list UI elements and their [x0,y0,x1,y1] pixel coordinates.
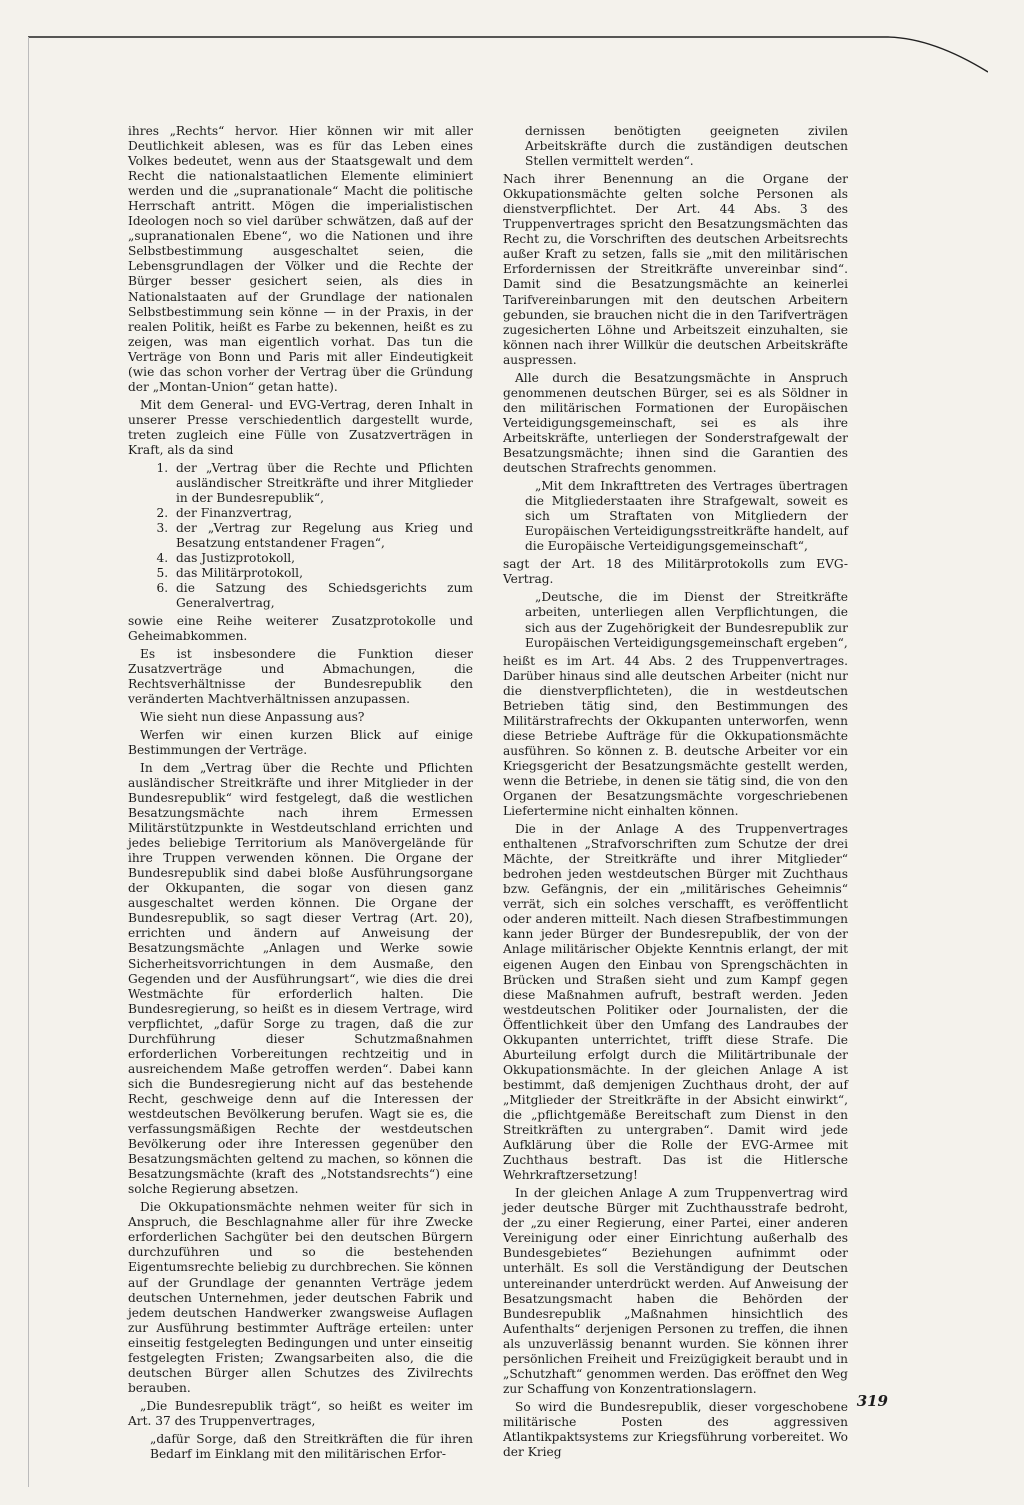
paragraph: In dem „Vertrag über die Rechte und Pflichten ausländischer Streitkräfte und ihrer Mitglieder in der Bundesrepublik“ wird festgelegt, daß die westlichen Besatzungsmächte nach ihrem Ermessen Militärstützpunkte in Westdeutschland errichten und jedes beliebige Territorium als Manövergelände für ihre Truppen verwenden können. Die Organe der Bundesrepublik sind dabei bloße Ausführungsorgane der Okkupanten, die sogar von diesen ganz ausgeschaltet werden können. Die Organe der Bundesrepublik, so sagt dieser Vertrag (Art. 20), errichten und ändern auf Anweisung der Besatzungsmächte „Anlagen und Werke sowie Sicherheitsvorrichtungen in dem Ausmaße, den Gegenden und der Ausführungsart“, wie dies die drei Westmächte für erforderlich halten. Die Bundesregierung, so heißt es in diesem Vertrage, wird verpflichtet, „dafür Sorge zu tragen, daß die zur Durchführung dieser Schutzmaßnahmen erforderlichen Vorbereitungen rechtzeitig und in ausreichendem Maße getroffen werden“. Dabei kann sich die Bundesregierung nicht auf das bestehende Recht, geschweige denn auf die Interessen der westdeutschen Bevölkerung berufen. Wagt sie es, die verfassungsmäßigen Rechte der westdeutschen Bevölkerung oder ihre Interessen gegenüber den Besatzungsmächten geltend zu machen, so können die Besatzungsmächte (kraft des „Notstandsrechts“) eine solche Regierung absetzen. [128,760,473,1197]
paragraph: Alle durch die Besatzungsmächte in Anspruch genommenen deutschen Bürger, sei es als Söldner in den militärischen Formationen der Europäischen Verteidigungsgemeinschaft, sei es als ihre Arbeitskräfte, unterliegen der Sonderstrafgewalt der Besatzungsmächte; ihnen sind die Garantien des deutschen Strafrechts genommen. [503,370,848,476]
paragraph: ihres „Rechts“ hervor. Hier können wir mit aller Deutlichkeit ablesen, was es für das Leben eines Volkes bedeutet, wenn aus der Staatsgewalt und dem Recht die nationalstaatlichen Elemente eliminiert werden und die „supranationale“ Macht die politische Herrschaft antritt. Mögen die imperialistischen Ideologen noch so viel darüber schwätzen, daß auf der „supranationalen Ebene“, wo die Nationen und ihre Selbstbestimmung ausgeschaltet seien, die Lebensgrundlagen der Völker und die Rechte der Bürger besser gesichert seien, als dies in Nationalstaaten auf der Grundlage der nationalen Selbstbestimmung sein könne — in der Praxis, in der realen Politik, heißt es Farbe zu bekennen, heißt es zu zeigen, was man eigentlich vorhat. Das tun die Verträge von Bonn und Paris mit aller Eindeutigkeit (wie das schon vorher der Vertrag über die Gründung der „Montan-Union“ getan hatte). [128,124,473,394]
page-left-edge [28,37,29,1487]
quote: „Mit dem Inkrafttreten des Vertrages übertragen die Mitgliederstaaten ihre Strafgewalt, soweit es sich um Straftaten von Mitgliedern der Europäischen Verteidigungsstreitkräfte handelt, auf die Europäische Verteidigungsgemeinschaft“, [525,479,848,554]
list-item: 3. der „Vertrag zur Regelung aus Krieg und Besatzung entstandener Fragen“, [172,521,473,551]
list-item: 5. das Militärprotokoll, [172,566,473,581]
paragraph: Die in der Anlage A des Truppenvertrages enthaltenen „Strafvorschriften zum Schutze der drei Mächte, der Streitkräfte und ihrer Mitglieder“ bedrohen jeden westdeutschen Bürger mit Zuchthaus bzw. Gefängnis, der ein „militärisches Geheimnis“ verrät, sich ein solches verschafft, es veröffentlicht oder anderen mitteilt. Nach diesen Strafbestimmungen kann jeder Bürger der Bundesrepublik, der von der Anlage militärischer Objekte Kenntnis erlangt, der mit eigenen Augen den Einbau von Sprengschächten in Brücken und Straßen sieht und zum Kampf gegen diese Maßnahmen aufruft, bestraft werden. Jeden westdeutschen Politiker oder Journalisten, der die Öffentlichkeit über den Umfang des Landraubes der Okkupanten unterrichtet, trifft diese Strafe. Die Aburteilung erfolgt durch die Militärtribunale der Okkupationsmächte. In der gleichen Anlage A ist bestimmt, daß demjenigen Zuchthaus droht, der auf „Mitglieder der Streitkräfte in der Absicht einwirkt“, die „pflichtgemäße Bereitschaft zum Dienst in den Streitkräften zu untergraben“. Damit wird jede Aufklärung über die Rolle der EVG-Armee mit Zuchthaus bestraft. Das ist die Hitlersche Wehrkraftzersetzung! [503,822,848,1183]
paragraph: Werfen wir einen kurzen Blick auf einige Bestimmungen der Verträge. [128,727,473,757]
paragraph: So wird die Bundesrepublik, dieser vorgeschobene militärische Posten des aggressiven Atlantikpaktsystems zur Kriegsführung vorbereitet. Wo der Krieg [503,1399,848,1460]
list-item: 6. die Satzung des Schiedsgerichts zum Generalvertrag, [172,581,473,611]
paragraph: sowie eine Reihe weiterer Zusatzprotokolle und Geheimabkommen. [128,613,473,643]
page-number: 319 [856,1392,888,1410]
list-item: 2. der Finanzvertrag, [172,506,473,521]
quote-continued: dernissen benötigten geeigneten zivilen Arbeitskräfte durch die zuständigen deutschen Stellen vermittelt werden“. [525,124,848,169]
quote: „dafür Sorge, daß den Streitkräften die für ihren Bedarf im Einklang mit den militärischen Erfor- [150,1431,473,1462]
quote: „Deutsche, die im Dienst der Streitkräfte arbeiten, unterliegen allen Verpflichtungen, die sich aus der Zugehörigkeit der Bundesrepublik zur Europäischen Verteidigungsgemeinschaft ergeben“, [525,590,848,650]
list-item: 1. der „Vertrag über die Rechte und Pflichten ausländischer Streitkräfte und ihrer Mitglieder in der Bundesrepublik“, [172,461,473,506]
paragraph: Mit dem General- und EVG-Vertrag, deren Inhalt in unserer Presse verschiedentlich dargestellt wurde, treten zugleich eine Fülle von Zusatzverträgen in Kraft, als da sind [128,397,473,457]
paragraph: Die Okkupationsmächte nehmen weiter für sich in Anspruch, die Beschlagnahme aller für ihre Zwecke erforderlichen Sachgüter bei den deutschen Bürgern durchzuführen und so die bestehenden Eigentumsrechte beliebig zu durchbrechen. Sie können auf der Grundlage der genannten Verträge jedem deutschen Unternehmen, jeder deutschen Fabrik und jedem deutschen Handwerker zwangsweise Auflagen zur Ausführung bestimmter Aufträge erteilen: unter einseitig festgelegten Bedingungen und unter einseitig festgelegten Fristen; Zwangsarbeiten also, die die deutschen Bürger allen Schutzes des Zivilrechts berauben. [128,1200,473,1395]
page-top-rule [28,36,988,76]
paragraph: Wie sieht nun diese Anpassung aus? [140,709,365,724]
treaty-list [128,461,473,611]
paragraph: heißt es im Art. 44 Abs. 2 des Truppenvertrages. Darüber hinaus sind alle deutschen Arbeiter (nicht nur die dienstverpflichteten), die in westdeutschen Betrieben tätig sind, den Bestimmungen des Militärstrafrechts der Okkupanten unterworfen, wenn diese Betriebe Aufträge für die Okkupationsmächte ausführen. So können z. B. deutsche Arbeiter vor ein Kriegsgericht der Besatzungsmächte gestellt werden, wenn die Betriebe, in denen sie tätig sind, die von den Organen der Besatzungsmächte vorgeschriebenen Liefertermine nicht einhalten können. [503,653,848,819]
list-item: 4. das Justizprotokoll, [172,551,473,566]
left-column [128,124,473,1465]
paragraph: Es ist insbesondere die Funktion dieser Zusatzverträge und Abmachungen, die Rechtsverhältnisse der Bundesrepublik den veränderten Machtverhältnissen anzupassen. [128,646,473,706]
paragraph: „Die Bundesrepublik trägt“, so heißt es weiter im Art. 37 des Truppenvertrages, [128,1398,473,1428]
paragraph: sagt der Art. 18 des Militärprotokolls zum EVG-Vertrag. [503,557,848,587]
paragraph: Nach ihrer Benennung an die Organe der Okkupationsmächte gelten solche Personen als dienstverpflichtet. Der Art. 44 Abs. 3 des Truppenvertrages spricht den Besatzungsmächten das Recht zu, die Vorschriften des deutschen Arbeitsrechts außer Kraft zu setzen, falls sie „mit den militärischen Erfordernissen der Streitkräfte unvereinbar sind“. Damit sind die Besatzungsmächte an keinerlei Tarifvereinbarungen mit den deutschen Arbeitern gebunden, sie brauchen nicht die in den Tarifverträgen zugesicherten Löhne und Arbeitszeit einzuhalten, sie können nach ihrer Willkür die deutschen Arbeitskräfte auspressen. [503,172,848,367]
paragraph: In der gleichen Anlage A zum Truppenvertrag wird jeder deutsche Bürger mit Zuchthausstrafe bedroht, der „zu einer Regierung, einer Partei, einer anderen Vereinigung oder einer Einrichtung außerhalb des Bundesgebietes“ Beziehungen aufnimmt oder unterhält. Es soll die Verständigung der Deutschen untereinander unterdrückt werden. Auf Anweisung der Besatzungsmacht haben die Behörden der Bundesrepublik „Maßnahmen hinsichtlich des Aufenthalts“ derjenigen Personen zu treffen, die ihnen als unzuverlässig benannt wurden. Sie können ihrer persönlichen Freiheit und Freizügigkeit beraubt und in „Schutzhaft“ genommen werden. Das eröffnet den Weg zur Schaffung von Konzentrationslagern. [503,1186,848,1396]
right-column [503,124,848,1463]
